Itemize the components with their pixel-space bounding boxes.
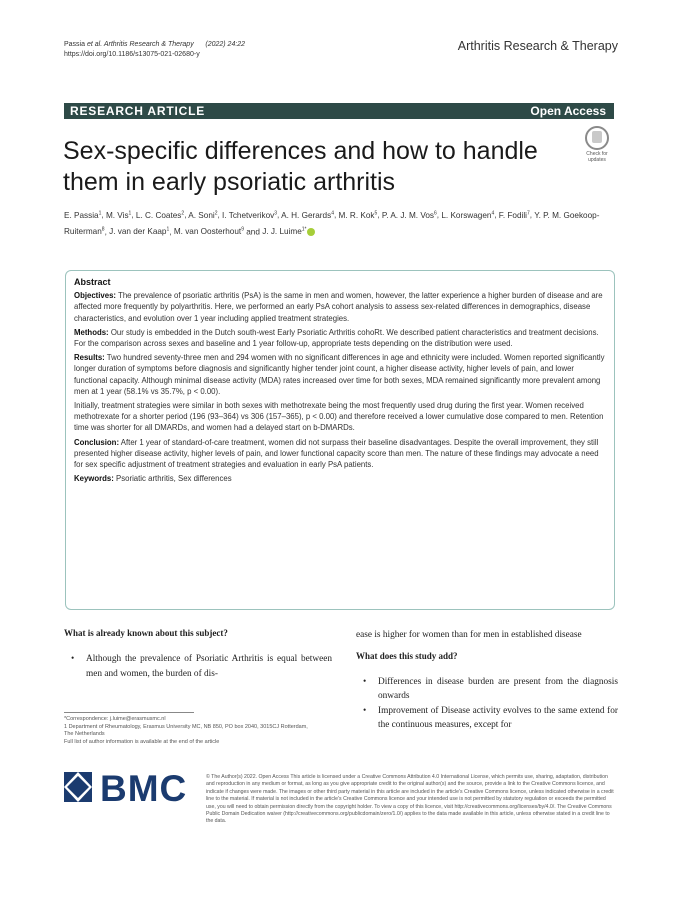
abstract-results: Results: Two hundred seventy-three men and 294 women with no significant differences in age and ethnicity were included. Women reported significantly longer duration of symptoms before diagnosis and significantly higher tender joint count, a higher disease activity, higher levels of pain, and lower functional capacity. Although minimal disease activity (MDA) rates increased over time for both sexes, MDA remained significantly more prevalent among men at 1 year (58.1% vs 35.7%, p < 0.00).	[74, 353, 605, 396]
full-list-note: Full list of author information is available at the end of the article	[64, 738, 220, 745]
footnote-divider	[64, 712, 194, 713]
author[interactable]: L. Korswagen$^4$	[441, 210, 495, 220]
author-affiliation-mark: 8	[101, 226, 105, 233]
author-affiliation-mark: 6	[434, 210, 437, 216]
bullet-icon: •	[363, 705, 367, 716]
author[interactable]: J. J. Luime$^{1*}$	[262, 226, 307, 237]
doi-link[interactable]: https://doi.org/10.1186/s13075-021-02680-y	[64, 51, 200, 58]
author-affiliation-mark: 1*	[301, 226, 307, 233]
known-bullet: • Although the prevalence of Psoriatic Arthritis is equal between men and women, the burden of dis-	[71, 654, 332, 679]
citation-etal: et al.	[85, 41, 103, 48]
publisher-name: BMC	[100, 768, 188, 809]
adds-bullet-2: • Improvement of Disease activity evolves to the same extend for the continuous measures, except for	[363, 705, 618, 730]
author-affiliation-mark: 7	[527, 210, 530, 216]
author-affiliation-mark: 1	[166, 226, 170, 233]
author[interactable]: Y. P. M. Goekoop-Ruiterman$^8$	[64, 210, 600, 237]
author[interactable]: E. Passia$^1$	[64, 210, 102, 220]
known-continuation: ease is higher for women than for men in established disease	[356, 630, 582, 640]
orcid-icon[interactable]	[307, 228, 315, 236]
known-box	[64, 628, 332, 681]
affiliation-note: 1 Department of Rheumatology, Erasmus University MC, NB 850, PO box 2040, 3015CJ Rotterdam, The Netherlands	[64, 723, 308, 737]
bullet-icon: •	[363, 676, 367, 687]
abstract-keywords: Keywords: Psoriatic arthritis, Sex differences	[74, 474, 232, 484]
running-header-citation	[64, 40, 245, 60]
abstract-results-cont: Initially, treatment strategies were similar in both sexes with methotrexate being the most frequently used drug during the first year. Women received methotrexate for a shorter period (196 (93–364) vs 306 (157–365), p < 0.00) and therefore received a lower cumulative dose compared to men. Retention time was shorter for all DMARDs, and women had a delayed start on b-DMARDs.	[74, 401, 604, 433]
license-text: © The Author(s) 2022. Open Access This article is licensed under a Creative Commons Attribution 4.0 International License, which permits use, sharing, adaptation, distribution and reproduction in any medium or format, as long as you give appropriate credit to the original author(s) and the source, provide a link to the Creative Commons licence, and indicate if changes were made. The images or other third party material in this article are included in the article's Creative Commons licence, unless indicated otherwise in a credit line to the material. If material is not included in the article's Creative Commons licence and your intended use is not permitted by statutory regulation or exceeds the permitted use, you will need to obtain permission directly from the copyright holder. To view a copy of this licence, visit http://creativecommons.org/licenses/by/4.0/. The Creative Commons Public Domain Dedication waiver (http://creativecommons.org/publicdomain/zero/1.0/) applies to the data made available in this article, unless otherwise stated in a credit line to the data.	[206, 774, 614, 825]
citation-year: (2022) 24:22	[205, 41, 246, 48]
author[interactable]: M. van Oosterhout$^9$	[173, 226, 244, 237]
author[interactable]: A. Soni$^2$	[188, 210, 218, 220]
bullet-icon: •	[71, 654, 75, 664]
author[interactable]: A. H. Gerards$^4$	[281, 210, 334, 220]
open-access-label: Open Access	[530, 104, 606, 118]
author-affiliation-mark: 1	[98, 210, 102, 216]
correspondence-email[interactable]: *Correspondence: j.luime@erasmusmc.nl	[64, 716, 166, 722]
author-affiliation-mark: 9	[241, 226, 244, 233]
article-banner	[64, 103, 614, 119]
bmc-mark-icon	[64, 772, 92, 802]
check-updates-icon	[585, 126, 609, 150]
author-affiliation-mark: 3	[274, 210, 278, 216]
author[interactable]: P. A. J. M. Vos$^6$	[381, 210, 437, 220]
citation-journal: Arthritis Research & Therapy	[102, 41, 194, 48]
adds-bullet-1: • Differences in disease burden are present from the diagnosis onwards	[363, 676, 618, 701]
check-for-updates-button[interactable]	[580, 126, 614, 163]
author-list: E. Passia$^1$, M. Vis$^1$, L. C. Coates$^2$, A. Soni$^2$, I. Tchetverikov$^3$, A. H. Gerards$^4$, M. R. Kok$^5$, P. A. J. M. Vos$^6$, L. Korswagen$^4$, F. Fodili$^7$, Y. P. M. Goekoop-Ruiterman$^8$, J. van der Kaap$^1$, M. van Oosterhout$^9$ and J. J. Luime$^{1*}$	[64, 210, 600, 237]
author-affiliation-mark: 4	[331, 210, 334, 216]
known-heading: What is already known about this subject?	[64, 628, 228, 638]
abstract-objectives: Objectives: The prevalence of psoriatic arthritis (PsA) is the same in men and women, however, the latter experience a higher burden of disease and are affected more frequently by polyarthritis. Here, we performed an early PsA cohort analysis to assess sex-related differences in demographics, disease characteristics, and evolution over 1 year including applied treatment strategies.	[74, 291, 603, 323]
author-affiliation-mark: 4	[491, 210, 495, 216]
author[interactable]: M. Vis$^1$	[105, 210, 132, 220]
journal-name: Arthritis Research & Therapy	[457, 39, 618, 53]
author[interactable]: F. Fodili$^7$	[498, 210, 530, 220]
author[interactable]: M. R. Kok$^5$	[338, 210, 378, 220]
author-affiliation-mark: 2	[181, 210, 185, 216]
abstract-box	[65, 270, 615, 610]
adds-box	[356, 628, 618, 733]
abstract-conclusion: Conclusion: After 1 year of standard-of-care treatment, women did not surpass their baseline disadvantages. Despite the overall improvement, they still presented higher disease activity, higher levels of pain, and lower functional capacity score than men. The nature of these findings may advocate a need for sex specific adjustment of treatment strategies and evaluation in early PsA patients.	[74, 437, 599, 470]
author-affiliation-mark: 5	[374, 210, 378, 216]
article-type-label: RESEARCH ARTICLE	[70, 104, 206, 118]
abstract-methods: Methods: Our study is embedded in the Dutch south-west Early Psoriatic Arthritis cohoRt. We described patient characteristics and treatment decisions. For the comparison across sexes and baseline and 1 year follow-up, appropriate tests depending on the distribution were used.	[74, 327, 599, 349]
adds-heading: What does this study add?	[356, 650, 458, 661]
footnote	[64, 716, 314, 746]
author[interactable]: I. Tchetverikov$^3$	[222, 210, 278, 220]
check-updates-label: Check for updates	[586, 151, 608, 163]
article-title: Sex-specific differences and how to handle them in early psoriatic arthritis	[63, 137, 538, 196]
author-affiliation-mark: 2	[214, 210, 218, 216]
citation-authors: Passia	[64, 41, 86, 48]
author-affiliation-mark: 1	[128, 210, 132, 216]
author[interactable]: J. van der Kaap$^1$	[109, 226, 170, 237]
abstract-heading: Abstract	[74, 277, 111, 287]
author[interactable]: L. C. Coates$^2$	[135, 210, 185, 220]
